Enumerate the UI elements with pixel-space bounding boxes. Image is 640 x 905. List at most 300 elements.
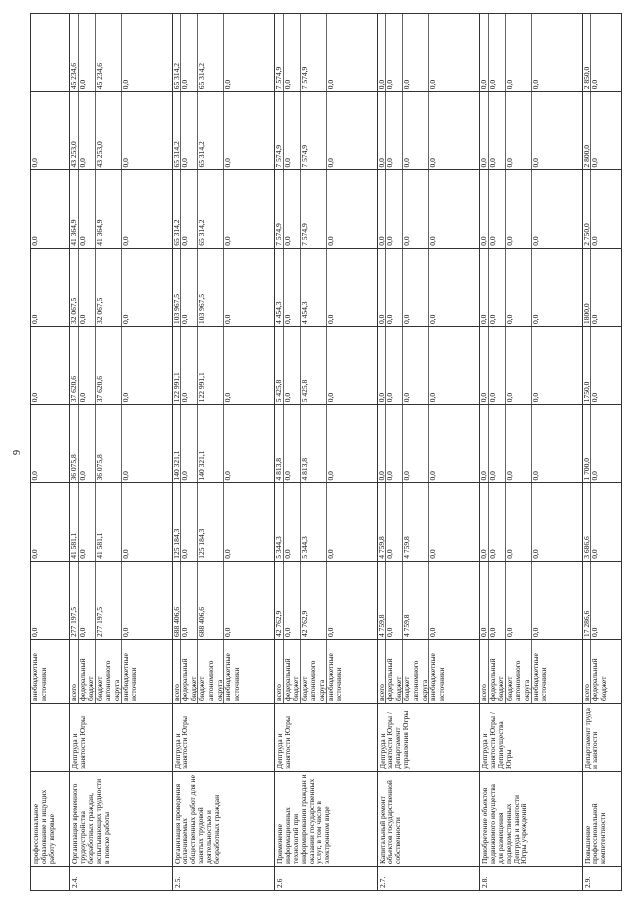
value-cell [31, 14, 70, 92]
amount-value: 0,0 [378, 327, 387, 404]
amount-value: 0,0 [506, 484, 532, 561]
value-cell [582, 561, 621, 639]
amount-value: 0,0 [530, 549, 540, 559]
amount-value: 0,0 [30, 549, 39, 559]
amount-value: 0,0 [428, 471, 438, 481]
amount-value: 37 620,6 [96, 327, 122, 404]
value-cell [275, 14, 378, 92]
amount-value: 0,0 [386, 14, 403, 91]
amount-value: 43 253,0 [96, 92, 122, 169]
amount-value: 0,0 [30, 158, 39, 168]
value-cell [377, 405, 480, 483]
row-number: 2.5. [172, 867, 275, 891]
amount-value: 45 234,6 [70, 14, 79, 91]
amount-value: 0,0 [403, 405, 429, 482]
value-cell [377, 92, 480, 170]
amount-value: 0,0 [530, 627, 540, 637]
amount-value: 0,0 [590, 392, 600, 403]
funding-source-label: бюджет автономного округа [301, 640, 327, 703]
amount-value: 0,0 [378, 171, 387, 248]
amount-value: 0,0 [403, 249, 429, 326]
value-cell [582, 14, 621, 92]
amount-value: 0,0 [489, 327, 506, 404]
executor [31, 704, 70, 772]
amount-value: 5 425,8 [275, 327, 284, 404]
amount-value: 0,0 [181, 327, 198, 404]
amount-value: 0,0 [325, 627, 335, 637]
funding-sources [172, 640, 275, 704]
amount-value: 65 314,2 [198, 92, 224, 169]
amount-value: 2 800,0 [583, 92, 592, 169]
amount-value: 0,0 [181, 92, 198, 169]
amount-value: 65 314,2 [198, 14, 224, 91]
table-row [70, 14, 173, 891]
amount-value: 0,0 [30, 627, 39, 637]
amount-value: 0,0 [325, 79, 335, 90]
amount-value: 32 067,5 [70, 249, 79, 326]
amount-value: 122 991,1 [198, 327, 224, 404]
funding-sources [582, 640, 621, 704]
amount-value: 0,0 [428, 392, 438, 403]
measure-name: Применение информационных технологий при информировании граждан и оказании государственных услуг, в том числе в электронном виде [275, 772, 378, 867]
value-cell [582, 483, 621, 561]
amount-value: 7 574,9 [301, 14, 327, 91]
amount-value: 0,0 [120, 314, 130, 324]
amount-value: 0,0 [590, 471, 600, 481]
amount-value: 0,0 [480, 249, 489, 326]
amount-value: 65 314,2 [173, 171, 182, 248]
funding-sources [480, 640, 583, 704]
executor: Депгруда и занятости Югры /Департамент управления Югры [377, 704, 480, 772]
funding-source-label: внебюджетные источники [428, 653, 446, 701]
value-cell [377, 14, 480, 92]
amount-value: 0,0 [181, 405, 198, 482]
value-cell [377, 327, 480, 405]
funding-source-label: внебюджетные источники [30, 653, 48, 701]
value-cell [172, 483, 275, 561]
value-cell [172, 248, 275, 326]
amount-value: 0,0 [284, 249, 301, 326]
funding-source-label: бюджет автономного округа [96, 640, 122, 703]
amount-value: 36 075,8 [70, 405, 79, 482]
amount-value: 0,0 [79, 562, 96, 639]
amount-value: 0,0 [386, 562, 403, 639]
measure-name: Приобретение объектов недвижимого имущества для размещения подведомственных Депгруда и занятости Югры учреждений [480, 772, 583, 867]
value-cell [70, 170, 173, 248]
value-cell [172, 405, 275, 483]
value-cell [480, 170, 583, 248]
table-row [377, 14, 480, 891]
amount-value: 0,0 [325, 158, 335, 168]
amount-value: 0,0 [480, 14, 489, 91]
amount-value: 0,0 [181, 562, 198, 639]
value-cell [70, 14, 173, 92]
amount-value: 0,0 [181, 14, 198, 91]
amount-value: 0,0 [79, 14, 96, 91]
amount-value: 0,0 [378, 14, 387, 91]
value-cell [275, 92, 378, 170]
amount-value: 0,0 [378, 249, 387, 326]
value-cell [172, 92, 275, 170]
amount-value: 0,0 [530, 471, 540, 481]
page-number: 9 [12, 450, 23, 455]
funding-source-label: внебюджетные источники [530, 653, 549, 701]
amount-value: 0,0 [428, 79, 438, 90]
amount-value: 0,0 [590, 549, 600, 559]
amount-value: 0,0 [590, 314, 600, 324]
rotated-document-page [10, 10, 630, 895]
amount-value: 125 184,3 [173, 484, 182, 561]
funding-source-label: федеральный бюджет [386, 640, 403, 703]
table-row [275, 14, 378, 891]
amount-value: 0,0 [79, 327, 96, 404]
amount-value: 41 364,9 [96, 171, 122, 248]
value-cell [377, 483, 480, 561]
value-cell [582, 327, 621, 405]
amount-value: 4 759,8 [403, 484, 429, 561]
funding-source-label: бюджет автономного округа [198, 640, 224, 703]
amount-value: 0,0 [386, 249, 403, 326]
amount-value: 0,0 [79, 484, 96, 561]
value-cell [480, 248, 583, 326]
funding-sources [275, 640, 378, 704]
amount-value: 0,0 [325, 549, 335, 559]
value-cell [70, 327, 173, 405]
amount-value: 140 321,1 [173, 405, 182, 482]
funding-source-label: бюджет автономного округа [506, 640, 532, 703]
amount-value: 0,0 [480, 562, 489, 639]
amount-value: 2 750,0 [583, 171, 592, 248]
amount-value: 0,0 [428, 236, 438, 246]
amount-value: 7 574,9 [275, 171, 284, 248]
value-cell [172, 14, 275, 92]
measure-name: Повышение профессиональной компетентности [582, 772, 621, 867]
amount-value: 0,0 [403, 171, 429, 248]
amount-value: 0,0 [506, 171, 532, 248]
amount-value: 125 184,3 [198, 484, 224, 561]
amount-value: 41 581,1 [70, 484, 79, 561]
amount-value: 32 067,5 [96, 249, 122, 326]
amount-value: 0,0 [30, 471, 39, 481]
funding-source-label: федеральный бюджет [181, 640, 198, 703]
amount-value: 0,0 [480, 171, 489, 248]
table-row [480, 14, 583, 891]
amount-value: 0,0 [120, 471, 130, 481]
row-number: 2.8. [480, 867, 583, 891]
value-cell [377, 561, 480, 639]
amount-value: 0,0 [530, 392, 540, 403]
value-cell [377, 170, 480, 248]
value-cell [172, 561, 275, 639]
amount-value: 103 967,5 [198, 249, 224, 326]
amount-value: 0,0 [480, 484, 489, 561]
amount-value: 0,0 [428, 549, 438, 559]
amount-value: 0,0 [506, 327, 532, 404]
amount-value: 41 364,9 [70, 171, 79, 248]
amount-value: 37 620,6 [70, 327, 79, 404]
amount-value: 4 759,8 [378, 562, 387, 639]
amount-value: 7 574,9 [301, 92, 327, 169]
amount-value: 0,0 [489, 171, 506, 248]
amount-value: 1800,0 [583, 249, 592, 326]
table-row [582, 14, 621, 891]
amount-value: 0,0 [403, 92, 429, 169]
amount-value: 0,0 [30, 236, 39, 246]
amount-value: 4 759,8 [378, 484, 387, 561]
row-number [31, 867, 70, 891]
funding-source-label: внебюджетные источники [325, 653, 344, 701]
amount-value: 0,0 [489, 249, 506, 326]
amount-value: 0,0 [386, 484, 403, 561]
amount-value: 36 075,8 [96, 405, 122, 482]
value-cell [582, 405, 621, 483]
value-cell [582, 92, 621, 170]
amount-value: 0,0 [489, 92, 506, 169]
program-table [30, 13, 622, 891]
amount-value: 0,0 [223, 471, 233, 481]
amount-value: 0,0 [428, 627, 438, 637]
amount-value: 5 344,3 [275, 484, 284, 561]
amount-value: 0,0 [120, 549, 130, 559]
amount-value: 0,0 [506, 92, 532, 169]
amount-value: 0,0 [489, 405, 506, 482]
value-cell [172, 170, 275, 248]
value-cell [480, 92, 583, 170]
executor: Депгруда и занятости Югры [172, 704, 275, 772]
amount-value: 0,0 [79, 249, 96, 326]
value-cell [31, 327, 70, 405]
row-number: 2.6 [275, 867, 378, 891]
value-cell [31, 483, 70, 561]
value-cell [480, 483, 583, 561]
value-cell [480, 14, 583, 92]
amount-value: 1 700,0 [583, 405, 592, 482]
measure-name: Организация проведения оплачиваемых общественных работ для не занятых трудовой деятельностью и безработных граждан [172, 772, 275, 867]
amount-value: 0,0 [403, 14, 429, 91]
executor: Депгруда и занятости Югры /Депимущества Югры [480, 704, 583, 772]
amount-value: 0,0 [506, 562, 532, 639]
value-cell [480, 561, 583, 639]
amount-value: 0,0 [181, 249, 198, 326]
row-number: 2.9. [582, 867, 621, 891]
amount-value: 0,0 [489, 562, 506, 639]
amount-value: 5 425,8 [301, 327, 327, 404]
executor: Депгруда и занятости Югры [275, 704, 378, 772]
value-cell [172, 327, 275, 405]
amount-value: 7 574,9 [301, 171, 327, 248]
value-cell [31, 405, 70, 483]
amount-value: 0,0 [223, 236, 233, 246]
amount-value: 0,0 [325, 314, 335, 324]
amount-value: 7 574,9 [275, 92, 284, 169]
funding-source-label: всего [173, 640, 182, 703]
amount-value: 0,0 [378, 92, 387, 169]
row-number: 2.4. [70, 867, 173, 891]
amount-value: 0,0 [590, 627, 600, 637]
value-cell [31, 561, 70, 639]
amount-value: 0,0 [120, 392, 130, 403]
measure-name: профессиональное образование и ищущих работу впервые [31, 772, 70, 867]
funding-source-label: внебюджетные источники [223, 653, 241, 701]
amount-value: 17 286,6 [583, 562, 592, 639]
amount-value: 0,0 [30, 392, 39, 403]
amount-value: 0,0 [590, 236, 600, 246]
funding-source-label: всего [378, 640, 387, 703]
amount-value: 45 234,6 [96, 14, 122, 91]
value-cell [275, 561, 378, 639]
amount-value: 0,0 [79, 92, 96, 169]
amount-value: 2 850,0 [583, 14, 592, 91]
funding-sources [70, 640, 173, 704]
amount-value: 0,0 [284, 171, 301, 248]
amount-value: 0,0 [181, 171, 198, 248]
table-row [172, 14, 275, 891]
value-cell [31, 170, 70, 248]
amount-value: 0,0 [223, 392, 233, 403]
amount-value: 0,0 [120, 158, 130, 168]
value-cell [31, 92, 70, 170]
funding-source-label: всего [275, 640, 284, 703]
amount-value: 0,0 [284, 484, 301, 561]
amount-value: 0,0 [530, 236, 540, 246]
amount-value: 0,0 [284, 14, 301, 91]
funding-source-label: всего [480, 640, 489, 703]
executor: Департамент труда и занятости [582, 704, 621, 772]
funding-source-label: всего [70, 640, 79, 703]
amount-value: 140 321,1 [198, 405, 224, 482]
amount-value: 0,0 [223, 627, 233, 637]
value-cell [31, 248, 70, 326]
value-cell [582, 170, 621, 248]
amount-value: 0,0 [30, 314, 39, 324]
amount-value: 277 197,5 [96, 562, 122, 639]
amount-value: 65 314,2 [173, 92, 182, 169]
amount-value: 122 991,1 [173, 327, 182, 404]
value-cell [275, 405, 378, 483]
value-cell [275, 483, 378, 561]
funding-sources [377, 640, 480, 704]
row-number: 2.7. [377, 867, 480, 891]
amount-value: 0,0 [489, 14, 506, 91]
funding-source-label: всего [583, 640, 592, 703]
amount-value: 0,0 [480, 92, 489, 169]
amount-value: 688 406,6 [173, 562, 182, 639]
amount-value: 0,0 [223, 79, 233, 90]
table-row [31, 14, 70, 891]
amount-value: 0,0 [489, 484, 506, 561]
amount-value: 0,0 [223, 549, 233, 559]
funding-source-label: федеральный бюджет [590, 658, 608, 701]
amount-value: 42 762,9 [275, 562, 284, 639]
amount-value: 103 967,5 [173, 249, 182, 326]
amount-value: 0,0 [530, 158, 540, 168]
value-cell [275, 327, 378, 405]
amount-value: 0,0 [325, 471, 335, 481]
amount-value: 0,0 [223, 314, 233, 324]
value-cell [275, 170, 378, 248]
value-cell [275, 248, 378, 326]
value-cell [480, 405, 583, 483]
amount-value: 0,0 [480, 327, 489, 404]
funding-source-label: федеральный бюджет [79, 640, 96, 703]
amount-value: 0,0 [120, 627, 130, 637]
value-cell [480, 327, 583, 405]
funding-sources [31, 640, 70, 704]
amount-value: 0,0 [325, 236, 335, 246]
amount-value: 277 197,5 [70, 562, 79, 639]
amount-value: 0,0 [530, 79, 540, 90]
value-cell [70, 248, 173, 326]
amount-value: 0,0 [181, 484, 198, 561]
amount-value: 688 406,6 [198, 562, 224, 639]
value-cell [582, 248, 621, 326]
amount-value: 0,0 [325, 392, 335, 403]
measure-name: Капитальный ремонт объектов государственной собственности [377, 772, 480, 867]
amount-value: 0,0 [223, 158, 233, 168]
amount-value: 0,0 [120, 236, 130, 246]
amount-value [31, 14, 48, 91]
amount-value: 43 253,0 [70, 92, 79, 169]
amount-value: 0,0 [428, 314, 438, 324]
amount-value: 4 759,8 [403, 562, 429, 639]
amount-value: 0,0 [506, 14, 532, 91]
value-cell [70, 92, 173, 170]
amount-value: 0,0 [79, 171, 96, 248]
amount-value: 0,0 [428, 158, 438, 168]
amount-value: 0,0 [386, 171, 403, 248]
amount-value: 3 686,6 [583, 484, 592, 561]
amount-value: 41 581,1 [96, 484, 122, 561]
amount-value: 7 574,9 [275, 14, 284, 91]
amount-value: 0,0 [284, 92, 301, 169]
amount-value: 0,0 [480, 405, 489, 482]
measure-name: Организация временного трудоустройства безработных граждан, испытывающих трудности в поиске работы [70, 772, 173, 867]
amount-value: 0,0 [284, 562, 301, 639]
amount-value: 0,0 [120, 79, 130, 90]
amount-value: 65 314,2 [173, 14, 182, 91]
amount-value: 4 813,8 [275, 405, 284, 482]
amount-value: 0,0 [530, 314, 540, 324]
amount-value: 0,0 [506, 405, 532, 482]
amount-value: 0,0 [386, 405, 403, 482]
amount-value: 0,0 [590, 158, 600, 168]
amount-value: 1750,0 [583, 327, 592, 404]
value-cell [70, 483, 173, 561]
amount-value: 0,0 [284, 327, 301, 404]
amount-value: 0,0 [403, 327, 429, 404]
amount-value: 0,0 [284, 405, 301, 482]
amount-value: 42 762,9 [301, 562, 327, 639]
amount-value: 4 813,8 [301, 405, 327, 482]
funding-source-label: федеральный бюджет [284, 640, 301, 703]
amount-value: 0,0 [79, 405, 96, 482]
funding-source-label: бюджет автономного округа [403, 640, 429, 703]
value-cell [70, 561, 173, 639]
amount-value: 0,0 [386, 327, 403, 404]
executor: Депгруда и занятости Югры [70, 704, 173, 772]
amount-value: 0,0 [386, 92, 403, 169]
value-cell [377, 248, 480, 326]
amount-value: 0,0 [378, 405, 387, 482]
value-cell [70, 405, 173, 483]
funding-source-label: федеральный бюджет [489, 640, 506, 703]
amount-value: 0,0 [590, 79, 600, 90]
amount-value: 65 314,2 [198, 171, 224, 248]
amount-value: 4 454,3 [301, 249, 327, 326]
funding-source-label: внебюджетные источники [120, 653, 139, 701]
amount-value: 5 344,3 [301, 484, 327, 561]
amount-value: 0,0 [506, 249, 532, 326]
